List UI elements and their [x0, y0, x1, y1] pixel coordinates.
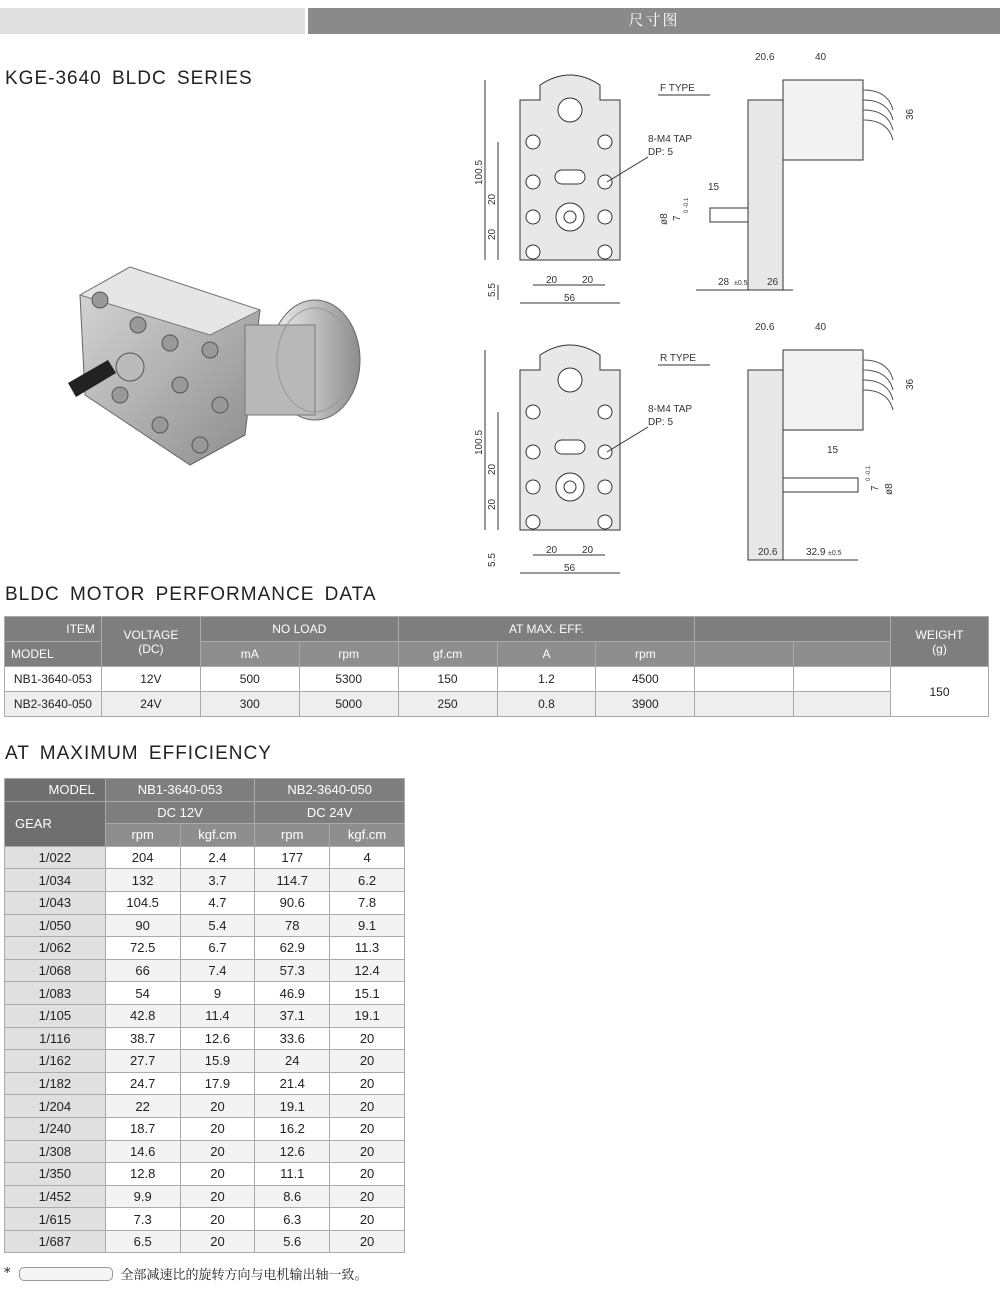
table-row: [5, 1050, 405, 1073]
table-row: [5, 914, 405, 937]
cell-ma: 500: [200, 667, 299, 692]
value-cell: 66: [105, 959, 180, 982]
header-kgf-2: kgf.cm: [330, 824, 405, 847]
value-cell: 114.7: [255, 869, 330, 892]
value-cell: 104.5: [105, 891, 180, 914]
gear-cell: 1/105: [5, 1004, 106, 1027]
value-cell: 24.7: [105, 1072, 180, 1095]
header-rpm: rpm: [299, 642, 398, 667]
cell-blank: [695, 667, 794, 692]
value-cell: 15.1: [330, 982, 405, 1005]
header-weight: WEIGHT (g): [891, 617, 989, 667]
value-cell: 90.6: [255, 891, 330, 914]
value-cell: 46.9: [255, 982, 330, 1005]
r-side-top-a: 20.6: [755, 322, 775, 333]
cell-voltage: 24V: [101, 692, 200, 717]
value-cell: 38.7: [105, 1027, 180, 1050]
r-w-a: 20: [546, 545, 558, 556]
f-h-a: 20: [487, 193, 498, 205]
table-row: [5, 1230, 405, 1253]
header-model-2: NB2-3640-050: [255, 779, 405, 802]
value-cell: 11.4: [180, 1004, 255, 1027]
cell-rpm: 5300: [299, 667, 398, 692]
gear-cell: 1/452: [5, 1185, 106, 1208]
value-cell: 62.9: [255, 937, 330, 960]
value-cell: 20: [180, 1230, 255, 1253]
value-cell: 20: [330, 1095, 405, 1118]
value-cell: 8.6: [255, 1185, 330, 1208]
header-rpm2: rpm: [596, 642, 695, 667]
value-cell: 54: [105, 982, 180, 1005]
gear-cell: 1/050: [5, 914, 106, 937]
value-cell: 177: [255, 846, 330, 869]
r-shaft-flat: 7: [870, 485, 881, 491]
performance-table: [4, 616, 989, 717]
gear-cell: 1/687: [5, 1230, 106, 1253]
table-row: [5, 869, 405, 892]
gear-cell: 1/615: [5, 1208, 106, 1231]
value-cell: 24: [255, 1050, 330, 1073]
f-shaft-d: ø8: [659, 213, 670, 225]
table-row: [5, 667, 989, 692]
page-title: 尺寸图: [308, 8, 1000, 34]
value-cell: 7.8: [330, 891, 405, 914]
value-cell: 20: [180, 1095, 255, 1118]
table-row: [5, 1004, 405, 1027]
value-cell: 7.3: [105, 1208, 180, 1231]
r-bottom-b-tol: ±0.5: [828, 550, 842, 557]
f-w-total: 56: [564, 293, 576, 304]
cell-rpm2: 3900: [596, 692, 695, 717]
value-cell: 37.1: [255, 1004, 330, 1027]
value-cell: 5.6: [255, 1230, 330, 1253]
value-cell: 12.6: [180, 1027, 255, 1050]
header-no-load: NO LOAD: [200, 617, 398, 642]
value-cell: 33.6: [255, 1027, 330, 1050]
cell-model: NB2-3640-050: [5, 692, 102, 717]
gear-cell: 1/240: [5, 1117, 106, 1140]
table-row: [5, 1140, 405, 1163]
value-cell: 9: [180, 982, 255, 1005]
r-flat-tol: 0 -0.1: [866, 465, 872, 481]
value-cell: 20: [180, 1163, 255, 1186]
value-cell: 20: [330, 1027, 405, 1050]
r-shaft-d: ø8: [884, 483, 895, 495]
cell-a: 0.8: [497, 692, 596, 717]
r-bottom-b: 32.9: [806, 547, 826, 558]
value-cell: 5.4: [180, 914, 255, 937]
value-cell: 4: [330, 846, 405, 869]
f-dp: DP: 5: [648, 147, 674, 158]
gear-cell: 1/162: [5, 1050, 106, 1073]
header-voltage-1: DC 12V: [105, 801, 255, 824]
value-cell: 20: [330, 1163, 405, 1186]
cell-gfcm: 250: [398, 692, 497, 717]
cell-ma: 300: [200, 692, 299, 717]
header-blank: [695, 617, 891, 642]
cell-rpm: 5000: [299, 692, 398, 717]
value-cell: 15.9: [180, 1050, 255, 1073]
table-row: [5, 1117, 405, 1140]
value-cell: 2.4: [180, 846, 255, 869]
r-label: R TYPE: [660, 353, 696, 364]
f-bottom-a: 28: [718, 277, 730, 288]
value-cell: 20: [330, 1050, 405, 1073]
value-cell: 20: [330, 1230, 405, 1253]
f-side-top-a: 20.6: [755, 52, 775, 63]
f-shaft-flat: 7: [672, 215, 683, 221]
value-cell: 4.7: [180, 891, 255, 914]
gear-cell: 1/034: [5, 869, 106, 892]
table-row: [5, 692, 989, 717]
value-cell: 3.7: [180, 869, 255, 892]
value-cell: 20: [330, 1117, 405, 1140]
value-cell: 20: [330, 1140, 405, 1163]
gear-cell: 1/350: [5, 1163, 106, 1186]
f-bottom-a-tol: ±0.5: [734, 280, 748, 287]
header-model-1: NB1-3640-053: [105, 779, 255, 802]
f-bottom-b: 26: [767, 277, 779, 288]
value-cell: 90: [105, 914, 180, 937]
r-dp: DP: 5: [648, 417, 674, 428]
r-h-a: 20: [487, 463, 498, 475]
r-bottom-a: 20.6: [758, 547, 778, 558]
value-cell: 42.8: [105, 1004, 180, 1027]
value-cell: 132: [105, 869, 180, 892]
header-rpm-1: rpm: [105, 824, 180, 847]
header-a: A: [497, 642, 596, 667]
value-cell: 20: [180, 1117, 255, 1140]
header-model: MODEL: [5, 642, 102, 667]
header-ma: mA: [200, 642, 299, 667]
cell-blank: [794, 692, 891, 717]
value-cell: 20: [330, 1072, 405, 1095]
r-side-top-b: 40: [815, 322, 827, 333]
value-cell: 7.4: [180, 959, 255, 982]
header-voltage-2: DC 24V: [255, 801, 405, 824]
value-cell: 57.3: [255, 959, 330, 982]
value-cell: 6.2: [330, 869, 405, 892]
header-gear: GEAR: [5, 801, 106, 846]
value-cell: 6.5: [105, 1230, 180, 1253]
value-cell: 6.3: [255, 1208, 330, 1231]
value-cell: 19.1: [255, 1095, 330, 1118]
header-at-max: AT MAX. EFF.: [398, 617, 695, 642]
header-model: MODEL: [5, 779, 106, 802]
gear-cell: 1/308: [5, 1140, 106, 1163]
gear-cell: 1/083: [5, 982, 106, 1005]
value-cell: 18.7: [105, 1117, 180, 1140]
value-cell: 27.7: [105, 1050, 180, 1073]
value-cell: 12.4: [330, 959, 405, 982]
header-item-model: ITEM: [5, 617, 102, 642]
f-type-drawing: [470, 45, 920, 310]
table-row: [5, 937, 405, 960]
r-tap: 8-M4 TAP: [648, 404, 693, 415]
header-bar-left: [0, 8, 305, 34]
value-cell: 20: [180, 1208, 255, 1231]
footnote: [4, 1264, 368, 1283]
gear-cell: 1/062: [5, 937, 106, 960]
cell-gfcm: 150: [398, 667, 497, 692]
value-cell: 20: [180, 1140, 255, 1163]
value-cell: 72.5: [105, 937, 180, 960]
efficiency-title: AT MAXIMUM EFFICIENCY: [5, 743, 272, 764]
f-flat-tol: 0 -0.1: [684, 197, 690, 213]
footnote-star: *: [4, 1266, 11, 1281]
header-voltage: VOLTAGE (DC): [101, 617, 200, 667]
gear-cell: 1/116: [5, 1027, 106, 1050]
header-blank-2: [794, 642, 891, 667]
cell-weight: 150: [891, 667, 989, 717]
table-row: [5, 1185, 405, 1208]
footnote-text: 全部减速比的旋转方向与电机输出轴一致。: [120, 1268, 368, 1283]
value-cell: 11.3: [330, 937, 405, 960]
gear-cell: 1/068: [5, 959, 106, 982]
f-h-c: 5.5: [487, 283, 498, 297]
f-h-b: 20: [487, 228, 498, 240]
performance-title: BLDC MOTOR PERFORMANCE DATA: [5, 584, 377, 605]
r-side-right: 36: [905, 378, 916, 390]
value-cell: 6.7: [180, 937, 255, 960]
table-row: [5, 1208, 405, 1231]
value-cell: 11.1: [255, 1163, 330, 1186]
r-w-b: 20: [582, 545, 594, 556]
gear-cell: 1/182: [5, 1072, 106, 1095]
cell-rpm2: 4500: [596, 667, 695, 692]
cell-model: NB1-3640-053: [5, 667, 102, 692]
value-cell: 17.9: [180, 1072, 255, 1095]
r-shaft-len: 15: [827, 445, 839, 456]
cell-a: 1.2: [497, 667, 596, 692]
r-h-c: 5.5: [487, 553, 498, 567]
series-title: KGE-3640 BLDC SERIES: [5, 68, 253, 89]
f-w-a: 20: [546, 275, 558, 286]
header-blank-1: [695, 642, 794, 667]
value-cell: 204: [105, 846, 180, 869]
r-h-b: 20: [487, 498, 498, 510]
header-rpm-2: rpm: [255, 824, 330, 847]
value-cell: 20: [330, 1208, 405, 1231]
motor-photo: [60, 255, 370, 470]
r-type-drawing: [470, 315, 920, 580]
f-h-total: 100.5: [474, 159, 485, 185]
gear-cell: 1/022: [5, 846, 106, 869]
value-cell: 12.8: [105, 1163, 180, 1186]
table-row: [5, 1027, 405, 1050]
cell-blank: [794, 667, 891, 692]
r-h-total: 100.5: [474, 429, 485, 455]
f-side-top-b: 40: [815, 52, 827, 63]
value-cell: 22: [105, 1095, 180, 1118]
f-label: F TYPE: [660, 83, 695, 94]
value-cell: 12.6: [255, 1140, 330, 1163]
f-tap: 8-M4 TAP: [648, 134, 693, 145]
table-row: [5, 982, 405, 1005]
f-side-right: 36: [905, 108, 916, 120]
f-shaft-len: 15: [708, 182, 720, 193]
gear-cell: 1/204: [5, 1095, 106, 1118]
gear-cell: 1/043: [5, 891, 106, 914]
rotation-indicator-icon: [19, 1267, 113, 1281]
header-gfcm: gf.cm: [398, 642, 497, 667]
value-cell: 14.6: [105, 1140, 180, 1163]
value-cell: 9.1: [330, 914, 405, 937]
table-row: [5, 846, 405, 869]
table-row: [5, 959, 405, 982]
value-cell: 9.9: [105, 1185, 180, 1208]
cell-blank: [695, 692, 794, 717]
value-cell: 16.2: [255, 1117, 330, 1140]
table-row: [5, 891, 405, 914]
value-cell: 20: [180, 1185, 255, 1208]
header-kgf-1: kgf.cm: [180, 824, 255, 847]
efficiency-table: [4, 778, 405, 1253]
f-w-b: 20: [582, 275, 594, 286]
value-cell: 21.4: [255, 1072, 330, 1095]
table-row: [5, 1095, 405, 1118]
cell-voltage: 12V: [101, 667, 200, 692]
table-row: [5, 1163, 405, 1186]
value-cell: 19.1: [330, 1004, 405, 1027]
value-cell: 20: [330, 1185, 405, 1208]
value-cell: 78: [255, 914, 330, 937]
table-row: [5, 1072, 405, 1095]
r-w-total: 56: [564, 563, 576, 574]
